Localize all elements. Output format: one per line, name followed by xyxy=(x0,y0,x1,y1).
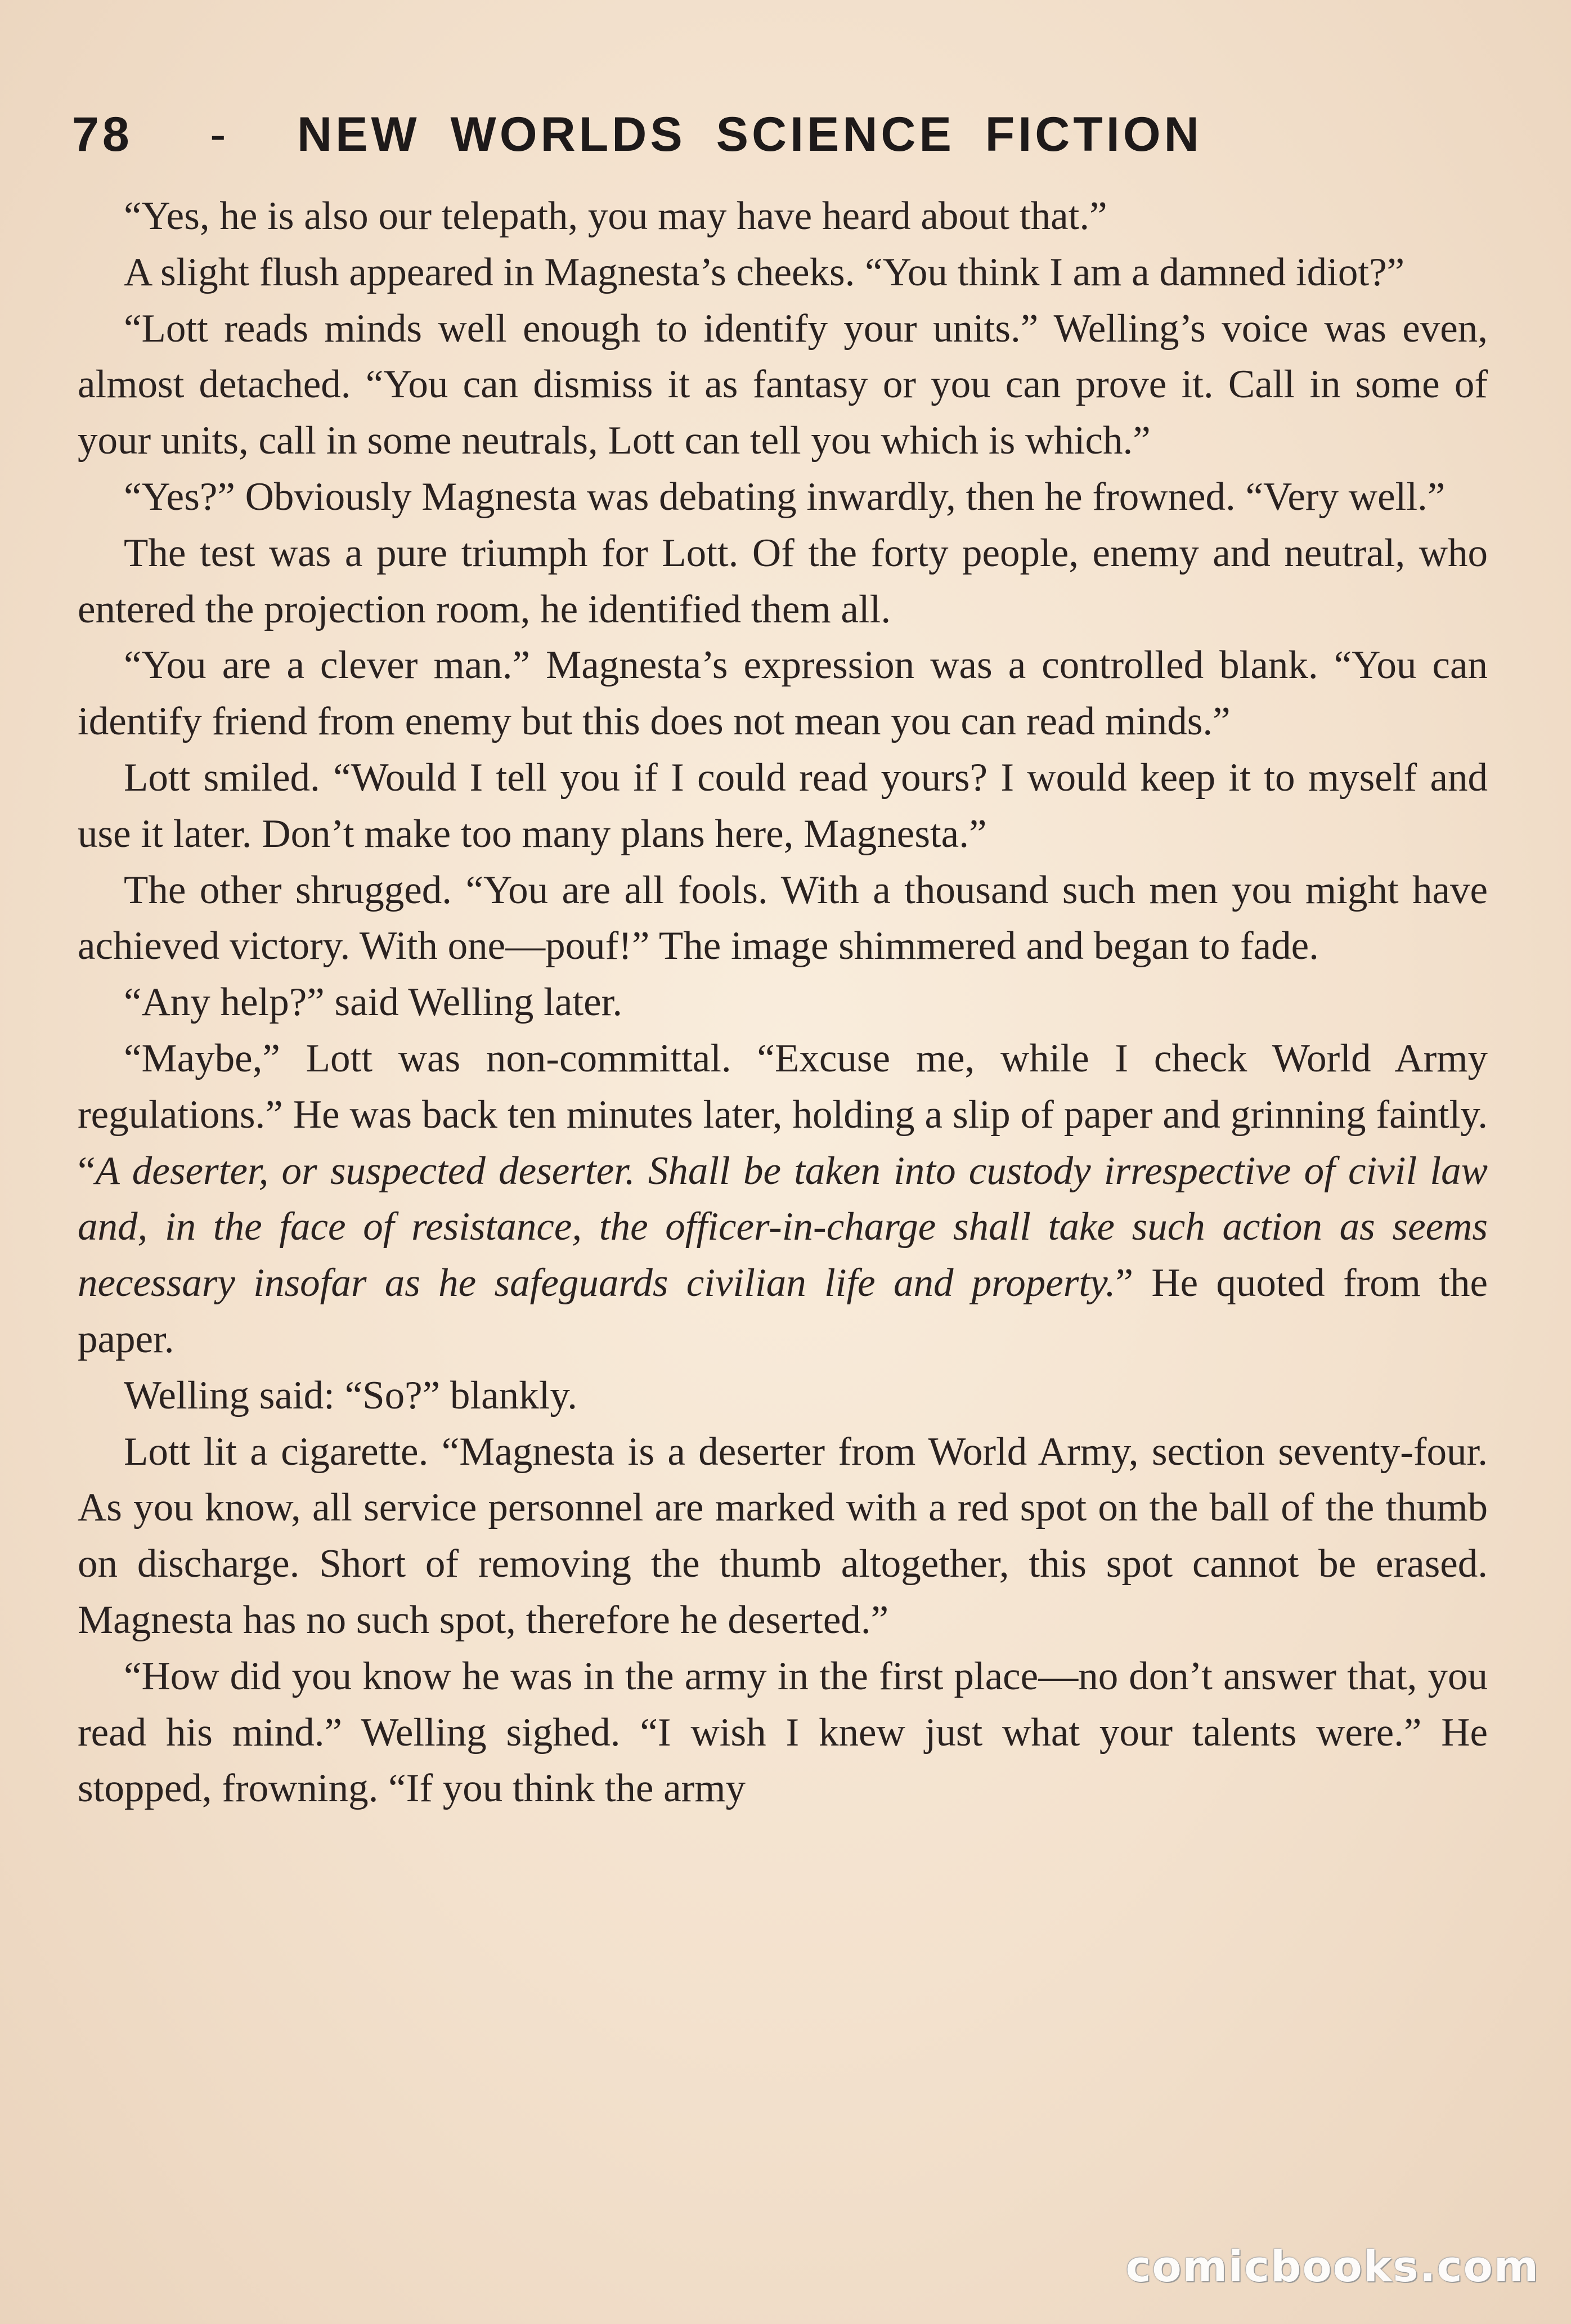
page-number: 78 xyxy=(72,107,133,161)
paragraph: “Yes, he is also our telepath, you may have heard about that.” xyxy=(124,194,1107,238)
paragraph: “How did you know he was in the army in the first place—no don’t answer that, you read his mind.” Welling sighed. “I wish I knew just what your talents were.” He stopped, frowning. “If you think the army xyxy=(78,1654,1488,1811)
paragraph: A slight flush appeared in Magnesta’s cheeks. “You think I am a damned idiot?” xyxy=(124,250,1405,294)
paragraph: “You are a clever man.” Magnesta’s expression was a controlled blank. “You can identify friend from enemy but this does not mean you can read minds.” xyxy=(78,643,1488,744)
paragraph: “Any help?” said Welling later. xyxy=(124,980,623,1025)
paragraph-with-quote xyxy=(78,1031,1488,1368)
body-text xyxy=(78,189,1488,1817)
paragraph: The other shrugged. “You are all fools. With a thousand such men you might have achieved victory. With one—pouf!” The image shimmered and began to fade. xyxy=(78,868,1488,968)
paragraph-text: ” He quoted from the paper. xyxy=(78,1261,1488,1361)
paragraph: “Lott reads minds well enough to identify your units.” Welling’s voice was even, almost detached. “You can dismiss it as fantasy or you can prove it. Call in some of your units, call in some neutrals, Lott can tell you which is which.” xyxy=(78,306,1488,463)
watermark-logo: comicbooks.com xyxy=(1125,2241,1539,2291)
paragraph: Welling said: “So?” blankly. xyxy=(124,1373,577,1417)
page-header xyxy=(72,107,1271,169)
header-separator: - xyxy=(210,107,230,161)
italic-quotation: A deserter, or suspected deserter. Shall be taken into custody irrespective of civil law and, in the face of resistance, the officer-in-charge shall take such action as seems necessary insofar as he safeguards civilian life and property. xyxy=(78,1148,1488,1305)
paragraph-text: “Maybe,” Lott was non-committal. “Excuse me, while I check World Army regulations.” He was back ten minutes later, holding a slip of paper and grinning faintly. “ xyxy=(78,1036,1488,1193)
paragraph: Lott smiled. “Would I tell you if I could read yours? I would keep it to myself and use it later. Don’t make too many plans here, Magnesta.” xyxy=(78,755,1488,856)
paragraph: The test was a pure triumph for Lott. Of the forty people, enemy and neutral, who entered the projection room, he identified them all. xyxy=(78,531,1488,631)
running-title: NEW WORLDS SCIENCE FICTION xyxy=(297,107,1202,161)
paragraph: “Yes?” Obviously Magnesta was debating inwardly, then he frowned. “Very well.” xyxy=(124,474,1446,519)
paragraph: Lott lit a cigarette. “Magnesta is a deserter from World Army, section seventy-four. As you know, all service personnel are marked with a red spot on the ball of the thumb on discharge. Short of removing the thumb altogether, this spot cannot be erased. Magnesta has no such spot, therefore he deserted.” xyxy=(78,1429,1488,1642)
